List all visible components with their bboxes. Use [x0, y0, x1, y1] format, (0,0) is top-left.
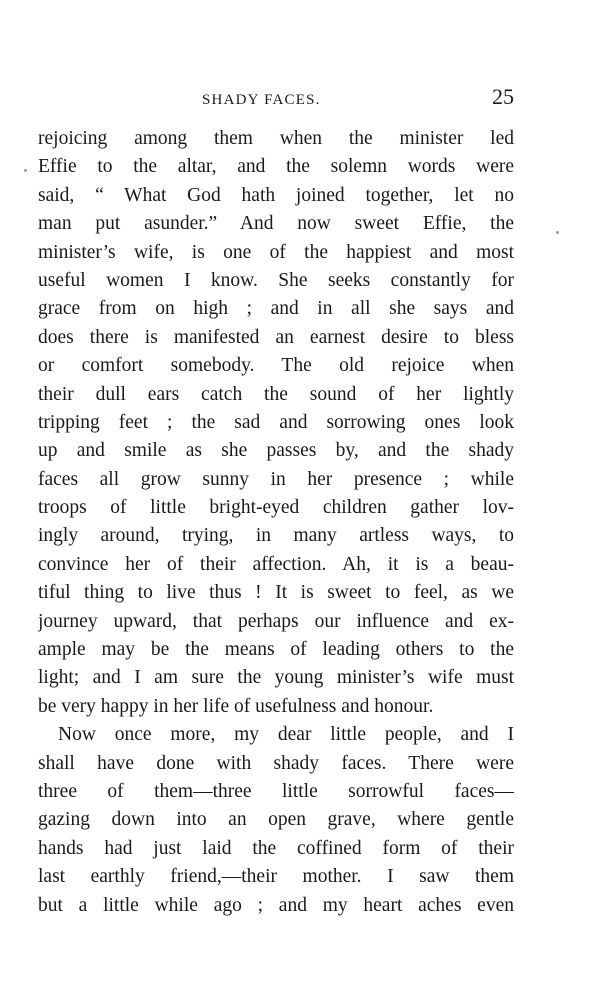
body-text — [38, 125, 514, 920]
text-line: does there is manifested an earnest desire to bless — [38, 326, 514, 348]
text-line: up and smile as she passes by, and the shady — [38, 440, 514, 462]
page-number: 25 — [492, 84, 514, 109]
text-line: minister’s wife, is one of the happiest and most — [38, 241, 514, 263]
text-line: said, “ What God hath joined together, let no — [38, 184, 514, 206]
paper-speck — [24, 169, 27, 172]
text-line: last earthly friend,—their mother. I saw them — [38, 866, 514, 888]
text-line: convince her of their affection. Ah, it is a beau- — [38, 553, 514, 575]
text-line: three of them—three little sorrowful faces— — [38, 780, 514, 802]
text-line: light; and I am sure the young minister’s wife must — [38, 667, 514, 689]
text-line: useful women I know. She seeks constantly for — [38, 269, 514, 291]
text-line: tiful thing to live thus ! It is sweet to feel, as we — [38, 582, 514, 604]
text-line: troops of little bright-eyed children gather lov- — [38, 497, 514, 519]
text-line: grace from on high ; and in all she says and — [38, 298, 514, 320]
text-line: ample may be the means of leading others to the — [38, 639, 514, 661]
paragraph-first-line: Now once more, my dear little people, and I — [58, 724, 514, 746]
text-line: or comfort somebody. The old rejoice when — [38, 355, 514, 377]
text-line: shall have done with shady faces. There were — [38, 752, 514, 774]
text-line: their dull ears catch the sound of her lightly — [38, 383, 514, 405]
text-line: man put asunder.” And now sweet Effie, the — [38, 213, 514, 235]
text-line: faces all grow sunny in her presence ; while — [38, 468, 514, 490]
text-line: but a little while ago ; and my heart aches even — [38, 894, 514, 916]
paper-speck — [556, 231, 559, 234]
running-title: SHADY FACES. — [202, 92, 321, 108]
running-head — [38, 84, 514, 114]
text-line: tripping feet ; the sad and sorrowing ones look — [38, 411, 514, 433]
paragraph-end-line: be very happy in her life of usefulness and honour. — [38, 695, 434, 717]
text-line: gazing down into an open grave, where gentle — [38, 809, 514, 831]
text-line: rejoicing among them when the minister led — [38, 128, 514, 149]
text-line: ingly around, trying, in many artless ways, to — [38, 525, 514, 547]
text-line: hands had just laid the coffined form of their — [38, 837, 514, 859]
text-line: journey upward, that perhaps our influence and ex- — [38, 610, 514, 632]
text-line: Effie to the altar, and the solemn words were — [38, 156, 514, 178]
